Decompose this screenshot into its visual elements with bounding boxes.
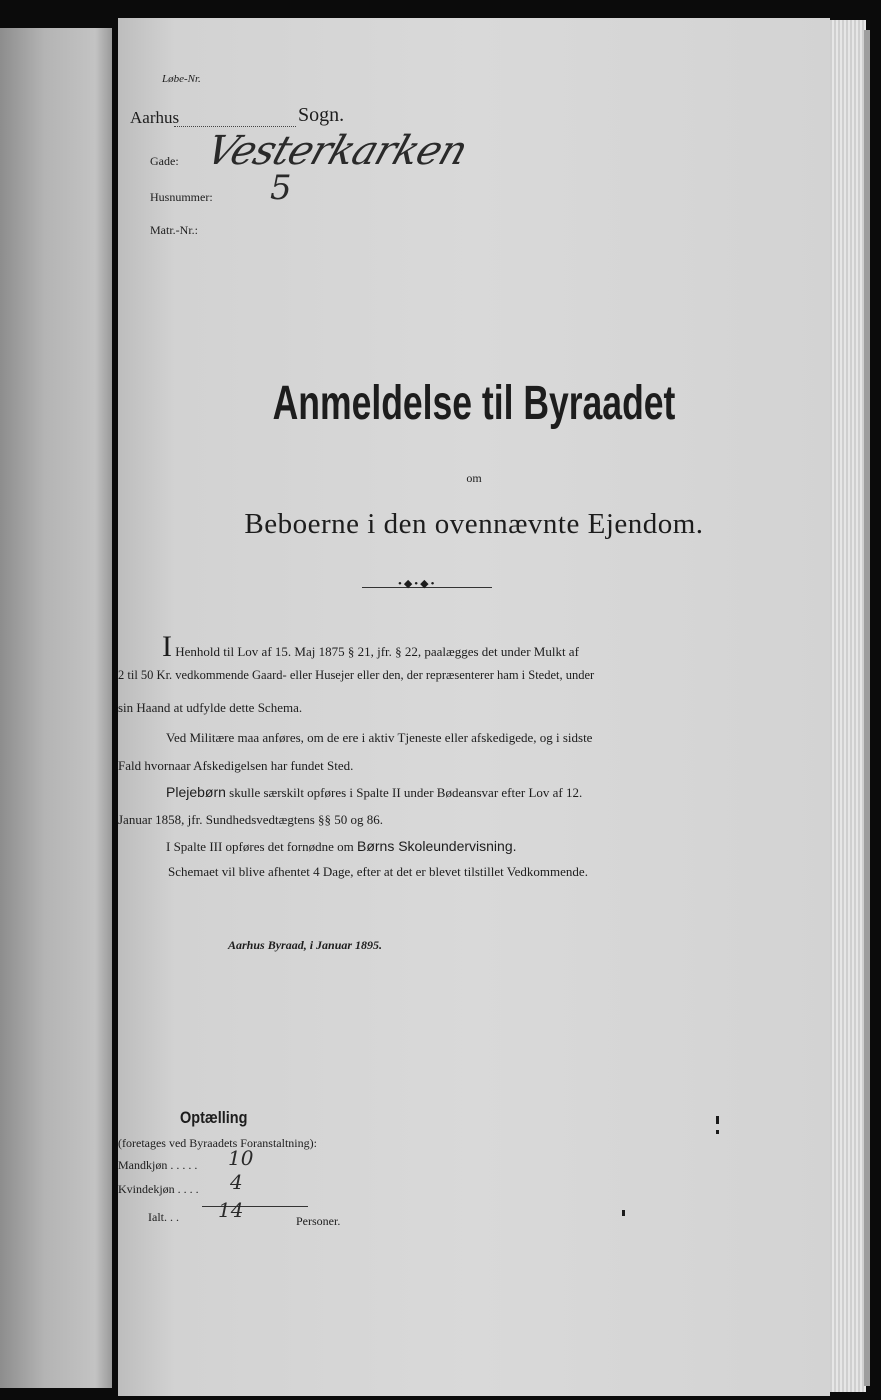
document-title: Anmeldelse til Byraadet xyxy=(272,377,676,430)
paragraph-4 xyxy=(166,838,517,855)
sogn-fill-line xyxy=(174,126,296,127)
page-stack-edge xyxy=(826,20,866,1392)
signature-line: Aarhus Byraad, i Januar 1895. xyxy=(228,938,383,952)
paragraph-3-line-2: Januar 1858, jfr. Sundhedsvedtægtens §§ 50 og 86. xyxy=(118,812,384,827)
paragraph-text: I Spalte III opføres det fornødne om xyxy=(166,839,354,854)
drop-initial: I xyxy=(162,630,172,663)
optaelling-note: (foretages ved Byraadets Foranstaltning): xyxy=(118,1136,317,1150)
optaelling-title: Optælling xyxy=(180,1108,248,1127)
paragraph-1-line-1 xyxy=(162,630,579,664)
ink-speck xyxy=(622,1210,625,1216)
street-handwritten: Vesterkarken xyxy=(200,128,473,174)
husnummer-label: Husnummer: xyxy=(150,190,213,204)
title-connector: om xyxy=(466,471,482,485)
mandkjon-value: 10 xyxy=(228,1146,254,1170)
sogn-label: Sogn. xyxy=(298,104,345,126)
paragraph-2-line-1: Ved Militære maa anføres, om de ere i aktiv Tjeneste eller afskedigede, og i sidste xyxy=(166,730,593,745)
paragraph-text: skulle særskilt opføres i Spalte II under Bødeansvar efter Lov af 12. xyxy=(229,785,583,800)
kvindekjon-label: Kvindekjøn . . . . xyxy=(118,1182,199,1196)
kvindekjon-value: 4 xyxy=(230,1170,243,1194)
lobe-nr-label: Løbe-Nr. xyxy=(162,73,201,85)
previous-page-edge xyxy=(0,28,112,1388)
house-number-handwritten: 5 xyxy=(270,168,292,208)
paragraph-1-line-3: sin Haand at udfylde dette Schema. xyxy=(118,700,303,715)
document-subtitle: Beboerne i den ovennævnte Ejendom. xyxy=(244,508,704,540)
mandkjon-label: Mandkjøn . . . . . xyxy=(118,1158,198,1172)
page-stack-shadow xyxy=(864,30,870,1386)
paragraph-2-line-2: Fald hvornaar Afskedigelsen har fundet Sted. xyxy=(118,758,354,773)
ialt-label: Ialt. . . xyxy=(148,1210,179,1224)
emphasis-plejeborn: Plejebørn xyxy=(166,784,226,800)
paragraph-1-line-2: 2 til 50 Kr. vedkommende Gaard- eller Husejer eller den, der repræsenterer ham i Stedet, under xyxy=(118,668,595,682)
paragraph-text: Henhold til Lov af 15. Maj 1875 § 21, jfr. § 22, paalægges det under Mulkt af xyxy=(175,644,579,659)
personer-label: Personer. xyxy=(296,1214,341,1228)
gade-label: Gade: xyxy=(150,154,179,168)
ink-speck xyxy=(716,1130,719,1134)
paragraph-5: Schemaet vil blive afhentet 4 Dage, efter at det er blevet tilstillet Vedkommende. xyxy=(168,864,588,879)
emphasis-skoleundervisning: Børns Skoleundervisning. xyxy=(356,838,517,854)
matr-label: Matr.-Nr.: xyxy=(150,223,198,237)
paragraph-3-line-1 xyxy=(166,784,582,801)
document-page xyxy=(118,18,830,1396)
ink-speck xyxy=(716,1116,719,1124)
divider-ornament: •◆•◆• xyxy=(398,578,437,590)
ialt-value: 14 xyxy=(218,1198,244,1222)
city-label: Aarhus xyxy=(130,108,180,127)
